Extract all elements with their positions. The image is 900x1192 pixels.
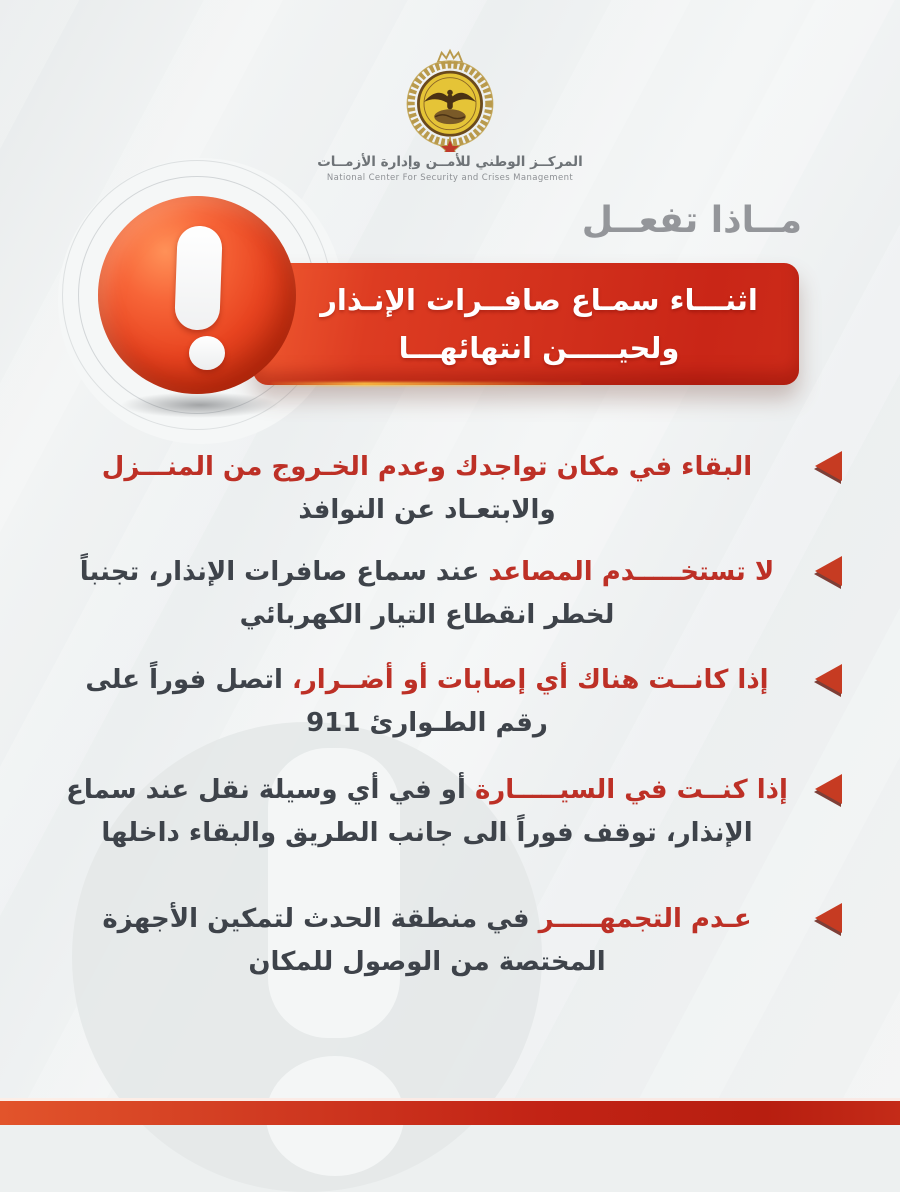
jordan-ncscm-emblem-icon xyxy=(394,48,506,152)
instruction-highlight: البقاء في مكان تواجدك وعدم الخـروج من المنـــزل xyxy=(101,452,753,482)
instruction-highlight: إذا كانــت هناك أي إصابات أو أضــرار، xyxy=(291,665,769,695)
instruction-item-1 xyxy=(52,446,844,532)
instruction-text xyxy=(52,551,844,637)
bullet-arrow-icon xyxy=(815,451,842,481)
instruction-item-3 xyxy=(52,659,844,745)
instruction-highlight: عـدم التجمهـــــر xyxy=(538,904,752,934)
footer-red-bar xyxy=(0,1098,900,1125)
alert-banner xyxy=(253,263,799,385)
bullet-arrow-icon xyxy=(815,903,842,933)
instruction-highlight: إذا كنــت في السيـــــارة xyxy=(474,775,788,805)
bullet-arrow-icon xyxy=(815,556,842,586)
page-title: مــاذا تفعــل xyxy=(581,200,802,241)
org-logo xyxy=(250,48,650,183)
org-name-english: National Center For Security and Crises Management xyxy=(326,173,574,183)
instruction-text xyxy=(52,898,844,984)
org-name-arabic: المركــز الوطني للأمــن وإدارة الأزمــات xyxy=(317,154,583,170)
instruction-rest: في منطقة الحدث لتمكين الأجهزة المختصة من الوصول للمكان xyxy=(102,904,606,977)
instruction-text xyxy=(52,769,844,855)
instruction-highlight: لا تستخـــــدم المصاعد xyxy=(488,557,775,587)
instruction-rest: عند سماع صافرات الإنذار، تجنباً لخطر انقطاع التيار الكهربائي xyxy=(79,557,615,630)
instruction-item-4 xyxy=(52,769,844,855)
alert-banner-line1: اثنـــاء سمـاع صافــرات الإنـذار xyxy=(320,283,758,317)
instruction-text xyxy=(52,446,844,532)
instruction-rest: والابتعـاد عن النوافذ xyxy=(298,495,556,525)
instruction-item-2 xyxy=(52,551,844,637)
alert-banner-line2: ولحيـــــن انتهائهـــا xyxy=(398,331,680,365)
exclamation-dot xyxy=(189,336,225,370)
instruction-text xyxy=(52,659,844,745)
instruction-item-5 xyxy=(52,898,844,984)
exclamation-bar xyxy=(174,225,223,331)
instruction-rest: اتصل فوراً على رقم الطـوارئ 911 xyxy=(85,665,548,738)
bullet-arrow-icon xyxy=(815,774,842,804)
alert-banner-text xyxy=(253,263,799,372)
sphere-shadow xyxy=(120,392,280,418)
bullet-arrow-icon xyxy=(815,664,842,694)
instruction-rest: أو في أي وسيلة نقل عند سماع الإنذار، توقف فوراً الى جانب الطريق والبقاء داخلها xyxy=(66,775,753,848)
